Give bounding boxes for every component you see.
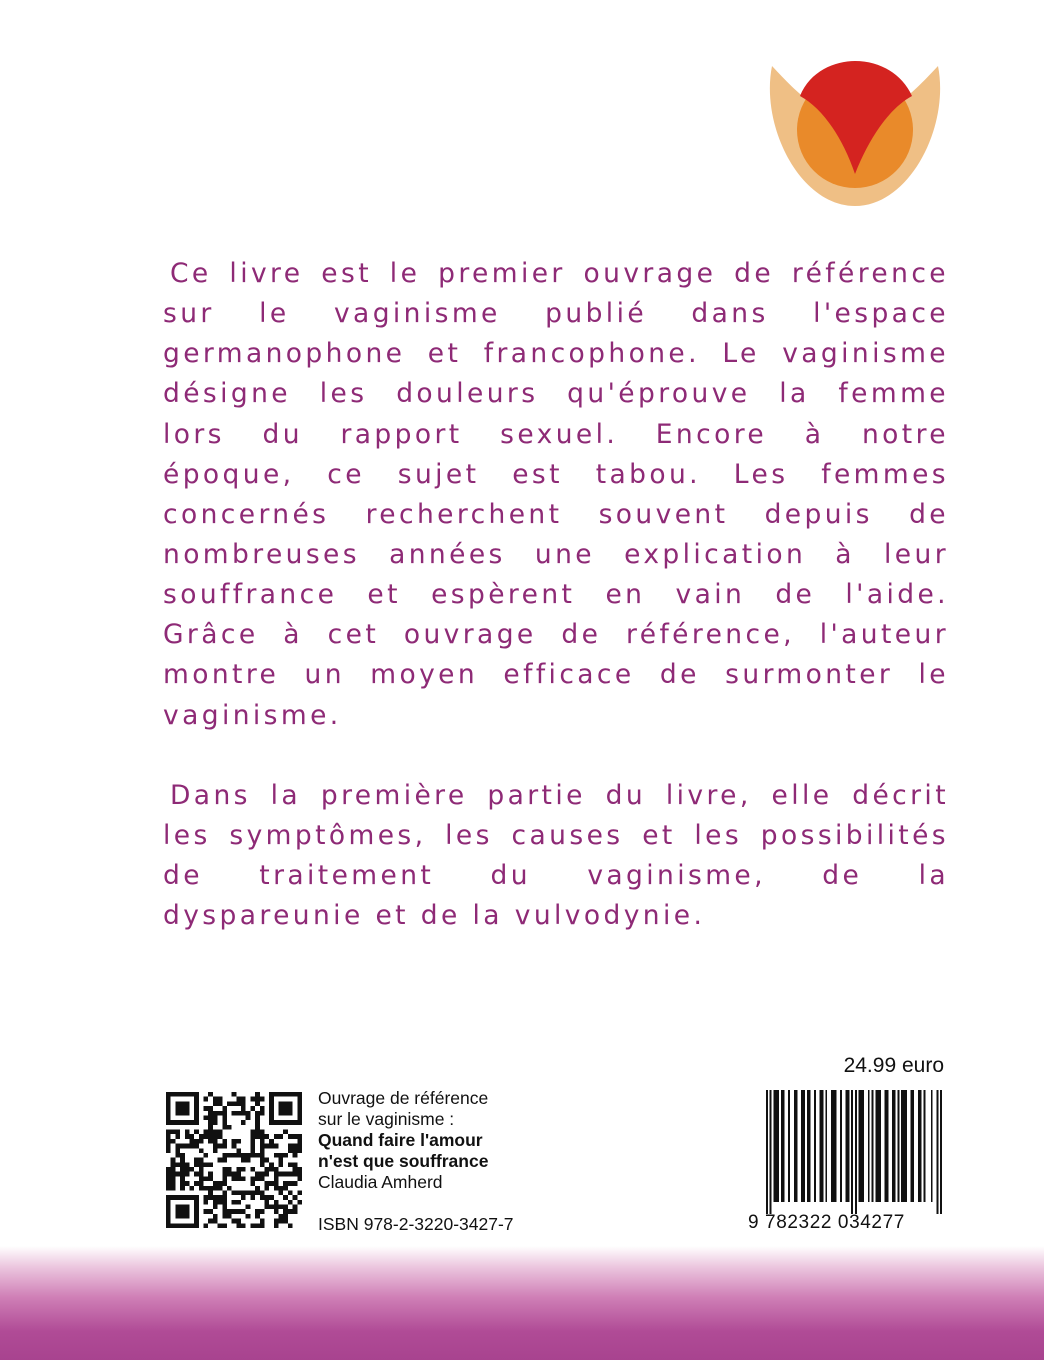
description-paragraph-1 bbox=[163, 254, 949, 736]
text-line: lors du rapport sexuel. Encore à notre bbox=[163, 418, 949, 450]
book-info bbox=[318, 1088, 488, 1193]
lotus-logo-icon bbox=[760, 56, 950, 208]
price-label: 24.99 euro bbox=[843, 1054, 944, 1077]
description-paragraph-2 bbox=[163, 776, 949, 937]
text-line: époque, ce sujet est tabou. Les femmes bbox=[163, 458, 949, 490]
footer-band bbox=[0, 1246, 1044, 1360]
text-line: Grâce à cet ouvrage de référence, l'auteur bbox=[163, 619, 949, 651]
ean13-barcode bbox=[766, 1090, 942, 1214]
book-author: Claudia Amherd bbox=[318, 1172, 443, 1192]
text-line: désigne les douleurs qu'éprouve la femme bbox=[163, 378, 949, 410]
text-line: nombreuses années une explication à leur bbox=[163, 538, 949, 570]
text-line: concernés recherchent souvent depuis de bbox=[163, 498, 949, 530]
text-line: souffrance et espèrent en vain de l'aide. bbox=[163, 579, 949, 611]
text-line: dyspareunie et de la vulvodynie. bbox=[163, 900, 706, 932]
qr-code-icon bbox=[166, 1092, 302, 1228]
book-info-line2: sur le vaginisme : bbox=[318, 1109, 455, 1129]
text-line: les symptômes, les causes et les possibilités bbox=[163, 820, 949, 852]
text-line: sur le vaginisme publié dans l'espace bbox=[163, 298, 949, 330]
book-title-line1: Quand faire l'amour bbox=[318, 1130, 483, 1150]
text-line: Ce livre est le premier ouvrage de référence bbox=[170, 258, 949, 289]
isbn-label: ISBN 978-2-3220-3427-7 bbox=[318, 1214, 514, 1234]
text-line: Dans la première partie du livre, elle décrit bbox=[170, 780, 949, 811]
book-title-line2: n'est que souffrance bbox=[318, 1151, 489, 1171]
text-line: germanophone et francophone. Le vaginisme bbox=[163, 338, 949, 370]
text-line: montre un moyen efficace de surmonter le bbox=[163, 659, 949, 691]
text-line: vaginisme. bbox=[163, 699, 342, 731]
text-line: de traitement du vaginisme, de la bbox=[163, 860, 949, 892]
book-info-line1: Ouvrage de référence bbox=[318, 1088, 489, 1108]
barcode-digits: 9 782322 034277 bbox=[748, 1212, 905, 1233]
